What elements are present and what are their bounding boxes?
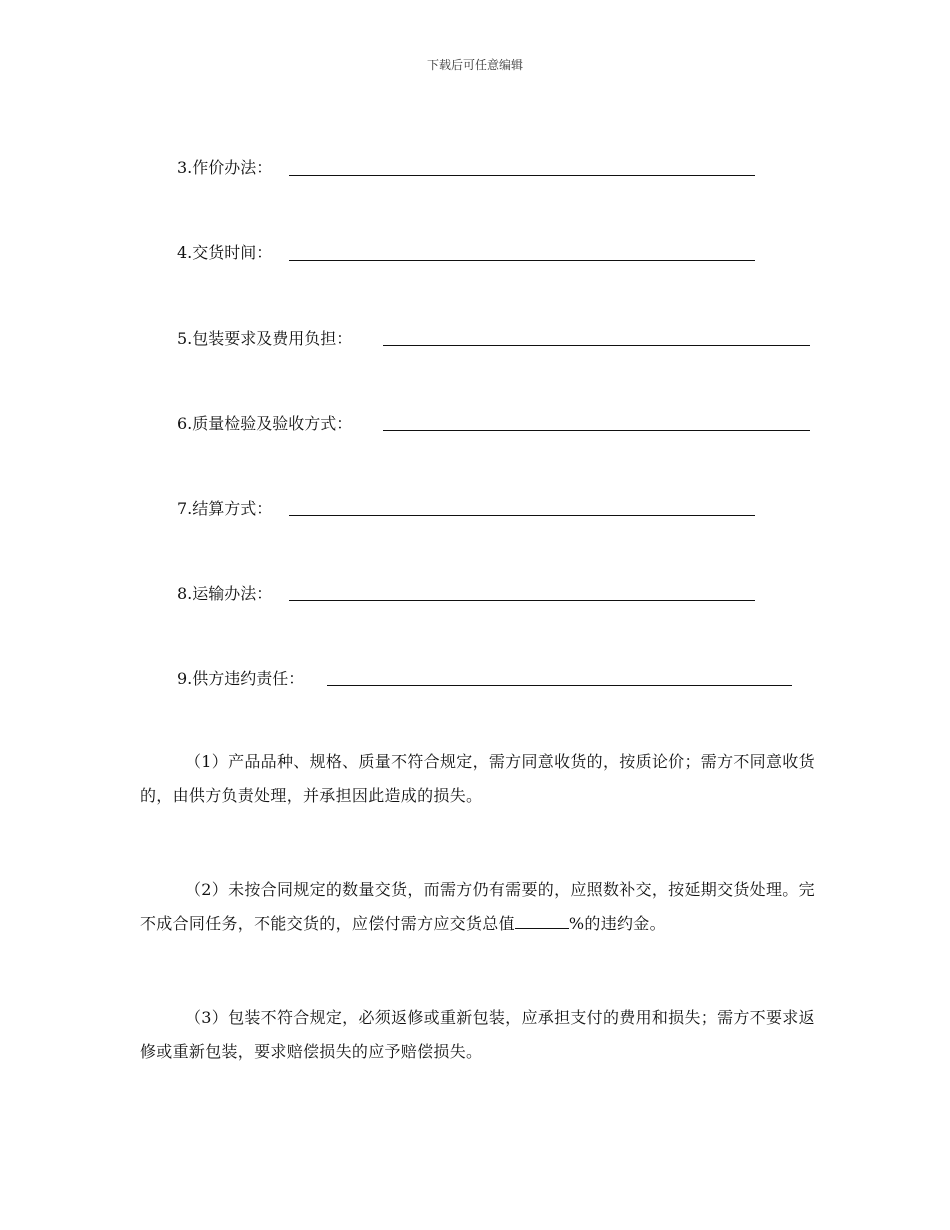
clause-2-text-after: %的违约金。 [568,914,666,933]
field-label-pricing: 3.作价办法： [177,158,273,177]
field-label-delivery-time: 4.交货时间： [177,243,273,262]
clause-3: （3）包装不符合规定，必须返修或重新包装，应承担支付的费用和损失；需方不要求返修或重新包装，要求赔偿损失的应予赔偿损失。 [140,1008,815,1061]
field-label-packaging: 5.包装要求及费用负担： [177,329,353,348]
field-label-transport: 8.运输办法： [177,584,273,603]
field-blank-settlement[interactable] [289,515,755,516]
page-header: 下载后可任意编辑 [426,58,523,72]
field-label-settlement: 7.结算方式： [177,499,273,518]
clause-1: （1）产品品种、规格、质量不符合规定，需方同意收货的，按质论价；需方不同意收货的，由供方负责处理，并承担因此造成的损失。 [140,752,815,805]
penalty-percent-blank[interactable] [515,927,569,929]
field-label-inspection: 6.质量检验及验收方式： [177,414,353,433]
field-blank-pricing[interactable] [289,175,755,176]
field-blank-inspection[interactable] [383,430,810,431]
field-blank-packaging[interactable] [383,345,810,346]
clause-2 [140,873,820,941]
clause-2-text-before: （2）未按合同规定的数量交货，而需方仍有需要的，应照数补交，按延期交货处理。完不成合同任务，不能交货的，应偿付需方应交货总值 [140,880,815,933]
field-blank-transport[interactable] [289,600,755,601]
field-label-supplier-liability: 9.供方违约责任： [177,669,305,688]
field-blank-supplier-liability[interactable] [327,685,792,686]
field-blank-delivery-time[interactable] [289,260,755,261]
